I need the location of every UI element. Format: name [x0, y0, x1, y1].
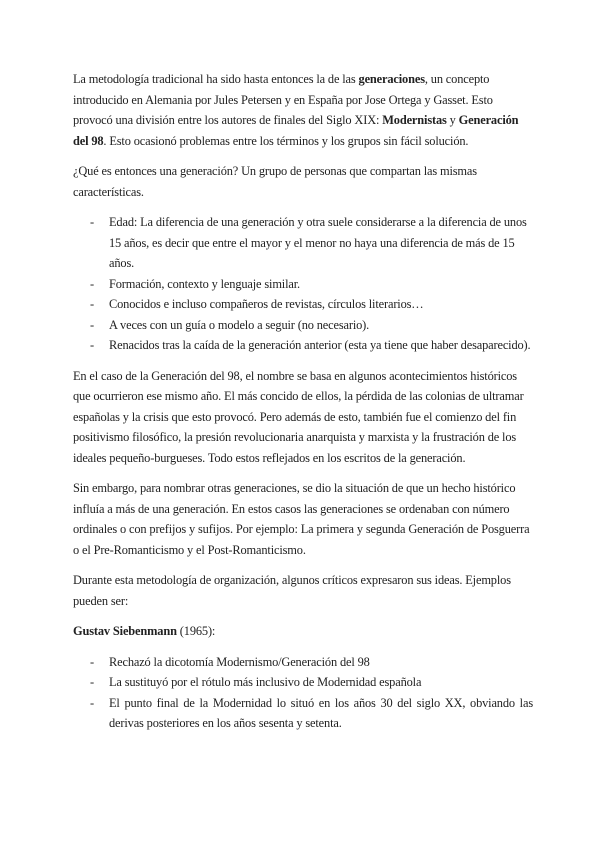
- dash-bullet: -: [90, 695, 94, 710]
- dash-bullet: -: [90, 654, 94, 669]
- list-item: [73, 693, 533, 734]
- list-item: [73, 335, 533, 356]
- intro-paragraph: [73, 69, 533, 151]
- intro-text-1: La metodología tradicional ha sido hasta entonces la de las: [73, 72, 359, 86]
- dash-bullet: -: [90, 675, 94, 689]
- intro-text-3: y: [446, 113, 459, 127]
- dash-bullet: -: [90, 297, 94, 311]
- siebenmann-list: [73, 652, 533, 734]
- list-item: [73, 652, 533, 673]
- list-item-text: A veces con un guía o modelo a seguir (no necesario).: [109, 317, 370, 332]
- critics-intro-paragraph: Durante esta metodología de organización, algunos críticos expresaron sus ideas. Ejemplos pueden ser:: [73, 573, 511, 608]
- list-item: [73, 672, 533, 693]
- intro-text-4: . Esto ocasionó problemas entre los términos y los grupos sin fácil solución.: [103, 133, 469, 148]
- term-modernistas: Modernistas: [382, 113, 447, 127]
- author-year: (1965):: [176, 624, 216, 638]
- dash-bullet: -: [90, 276, 94, 291]
- question-paragraph: ¿Qué es entonces una generación? Un grupo de personas que compartan las mismas características.: [73, 164, 477, 199]
- list-item-text: La sustituyó por el rótulo más inclusivo de Modernidad española: [109, 675, 422, 689]
- list-item: [73, 315, 533, 336]
- document-page: [73, 69, 533, 744]
- author-heading: [73, 621, 533, 642]
- list-item-text: Edad: La diferencia de una generación y otra suele considerarse a la diferencia de unos 15 años, es decir que entre el mayor y el menor no haya una diferencia de más de 15 años.: [109, 215, 527, 270]
- list-item-text: Rechazó la dicotomía Modernismo/Generación del 98: [109, 654, 370, 669]
- author-name: Gustav Siebenmann: [73, 624, 177, 638]
- intro-text-2: , un concepto introducido en Alemania por Jules Petersen y en España por Jose Ortega y Gasset. Esto provocó una división entre los autores de finales del Siglo XIX:: [73, 72, 493, 127]
- term-generacion-98: Generación del 98: [73, 113, 519, 148]
- dash-bullet: -: [90, 215, 94, 229]
- list-item-text: El punto final de la Modernidad lo situó en los años 30 del siglo XX, obviando las derivas posteriores en los años sesenta y setenta.: [109, 695, 533, 730]
- list-item: [73, 274, 533, 295]
- list-item-text: Formación, contexto y lenguaje similar.: [109, 276, 300, 291]
- generacion-98-paragraph: En el caso de la Generación del 98, el nombre se basa en algunos acontecimientos históricos que ocurrieron ese mismo año. El más concido de ellos, la pérdida de las colonias de ultramar españolas y la crisis que esto provocó. Pero además de esto, también fue el comienzo del fin positivismo filosófico, la presión revolucionaria anarquista y marxista y la frustración de los ideales pequeño-burgueses. Todo estos reflejados en los escritos de la generación.: [73, 368, 524, 465]
- term-generaciones: generaciones: [358, 72, 425, 86]
- dash-bullet: -: [90, 338, 94, 352]
- characteristics-list: [73, 212, 533, 356]
- list-item: [73, 294, 533, 315]
- list-item-text: Conocidos e incluso compañeros de revistas, círculos literarios…: [109, 297, 424, 311]
- other-generations-paragraph: Sin embargo, para nombrar otras generaciones, se dio la situación de que un hecho histórico influía a más de una generación. En estos casos las generaciones se ordenaban con número ordinales o con prefijos y sufijos. Por ejemplo: La primera y segunda Generación de Posguerra o el Pre-Romanticismo y el Post-Romanticismo.: [73, 481, 530, 557]
- list-item: [73, 212, 533, 274]
- dash-bullet: -: [90, 317, 94, 332]
- list-item-text: Renacidos tras la caída de la generación anterior (esta ya tiene que haber desaparecido).: [109, 338, 531, 352]
